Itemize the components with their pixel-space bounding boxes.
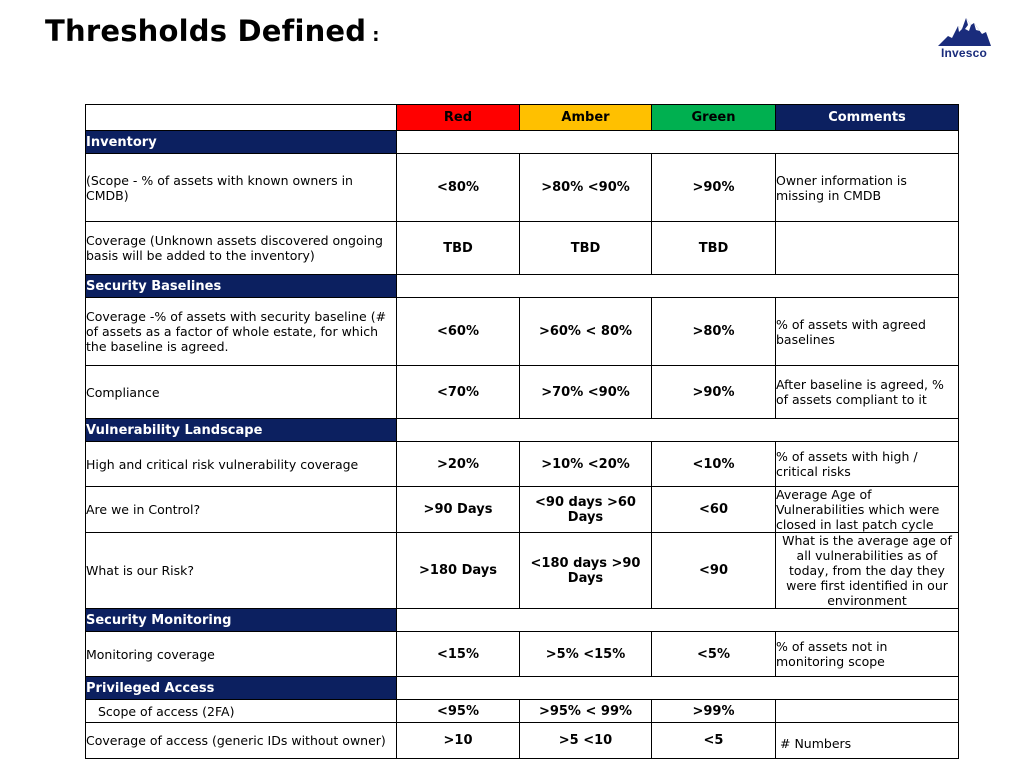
invesco-logo (934, 16, 994, 66)
mountain-logo-icon (936, 16, 992, 48)
section-spacer (397, 677, 959, 700)
section-spacer (397, 609, 959, 632)
table-row (86, 487, 959, 533)
red-value: >20% (397, 442, 520, 487)
table-row (86, 154, 959, 222)
header-empty-cell (86, 105, 397, 131)
section-row (86, 609, 959, 632)
section-vulnerability-landscape: Vulnerability Landscape (86, 419, 397, 442)
amber-value: >80% <90% (520, 154, 652, 222)
green-value: TBD (652, 222, 776, 275)
green-value: <60 (652, 487, 776, 533)
amber-value: <180 days >90 Days (520, 533, 652, 609)
page-title (45, 14, 380, 48)
green-value: >90% (652, 366, 776, 419)
table-header-row (86, 105, 959, 131)
page-title-suffix: : (372, 25, 380, 46)
comment-cell: % of assets not in monitoring scope (776, 632, 959, 677)
section-inventory: Inventory (86, 131, 397, 154)
red-value: >10 (397, 723, 520, 759)
green-value: >99% (652, 700, 776, 723)
section-privileged-access: Privileged Access (86, 677, 397, 700)
section-spacer (397, 419, 959, 442)
green-value: <90 (652, 533, 776, 609)
comment-cell: # Numbers (776, 723, 959, 759)
header-red: Red (397, 105, 520, 131)
comment-cell: After baseline is agreed, % of assets compliant to it (776, 366, 959, 419)
metric-cell: Scope of access (2FA) (86, 700, 397, 723)
red-value: <70% (397, 366, 520, 419)
table-row (86, 366, 959, 419)
comment-cell (776, 700, 959, 723)
header-amber: Amber (520, 105, 652, 131)
green-value: >90% (652, 154, 776, 222)
section-row (86, 419, 959, 442)
green-value: <10% (652, 442, 776, 487)
section-security-monitoring: Security Monitoring (86, 609, 397, 632)
section-spacer (397, 275, 959, 298)
metric-cell: Coverage of access (generic IDs without owner) (86, 723, 397, 759)
header-green: Green (652, 105, 776, 131)
comment-cell: Owner information is missing in CMDB (776, 154, 959, 222)
metric-cell: Compliance (86, 366, 397, 419)
table-row (86, 222, 959, 275)
amber-value: <90 days >60 Days (520, 487, 652, 533)
amber-value: >95% < 99% (520, 700, 652, 723)
amber-value: >5 <10 (520, 723, 652, 759)
metric-cell: Coverage (Unknown assets discovered ongoing basis will be added to the inventory) (86, 222, 397, 275)
comment-cell: % of assets with high / critical risks (776, 442, 959, 487)
metric-cell: Monitoring coverage (86, 632, 397, 677)
logo-wordmark: Invesco (940, 46, 988, 60)
comment-cell: % of assets with agreed baselines (776, 298, 959, 366)
table-row (86, 700, 959, 723)
metric-cell: (Scope - % of assets with known owners in CMDB) (86, 154, 397, 222)
section-security-baselines: Security Baselines (86, 275, 397, 298)
metric-cell: High and critical risk vulnerability coverage (86, 442, 397, 487)
amber-value: >10% <20% (520, 442, 652, 487)
red-value: TBD (397, 222, 520, 275)
red-value: <95% (397, 700, 520, 723)
header-comments: Comments (776, 105, 959, 131)
metric-cell: What is our Risk? (86, 533, 397, 609)
red-value: <15% (397, 632, 520, 677)
page-title-text: Thresholds Defined (45, 14, 367, 48)
green-value: >80% (652, 298, 776, 366)
section-row (86, 131, 959, 154)
section-spacer (397, 131, 959, 154)
amber-value: >60% < 80% (520, 298, 652, 366)
table-row (86, 533, 959, 609)
comment-cell (776, 222, 959, 275)
comment-cell: What is the average age of all vulnerabilities as of today, from the day they were first identified in our environment (776, 533, 959, 609)
section-row (86, 677, 959, 700)
red-value: >180 Days (397, 533, 520, 609)
table-row (86, 632, 959, 677)
green-value: <5 (652, 723, 776, 759)
red-value: <80% (397, 154, 520, 222)
table-row (86, 723, 959, 759)
amber-value: TBD (520, 222, 652, 275)
metric-cell: Coverage -% of assets with security baseline (# of assets as a factor of whole estate, for which the baseline is agreed. (86, 298, 397, 366)
metric-cell: Are we in Control? (86, 487, 397, 533)
red-value: >90 Days (397, 487, 520, 533)
red-value: <60% (397, 298, 520, 366)
table-row (86, 442, 959, 487)
thresholds-table (85, 104, 959, 759)
amber-value: >70% <90% (520, 366, 652, 419)
table-row (86, 298, 959, 366)
section-row (86, 275, 959, 298)
green-value: <5% (652, 632, 776, 677)
amber-value: >5% <15% (520, 632, 652, 677)
comment-cell: Average Age of Vulnerabilities which were closed in last patch cycle (776, 487, 959, 533)
